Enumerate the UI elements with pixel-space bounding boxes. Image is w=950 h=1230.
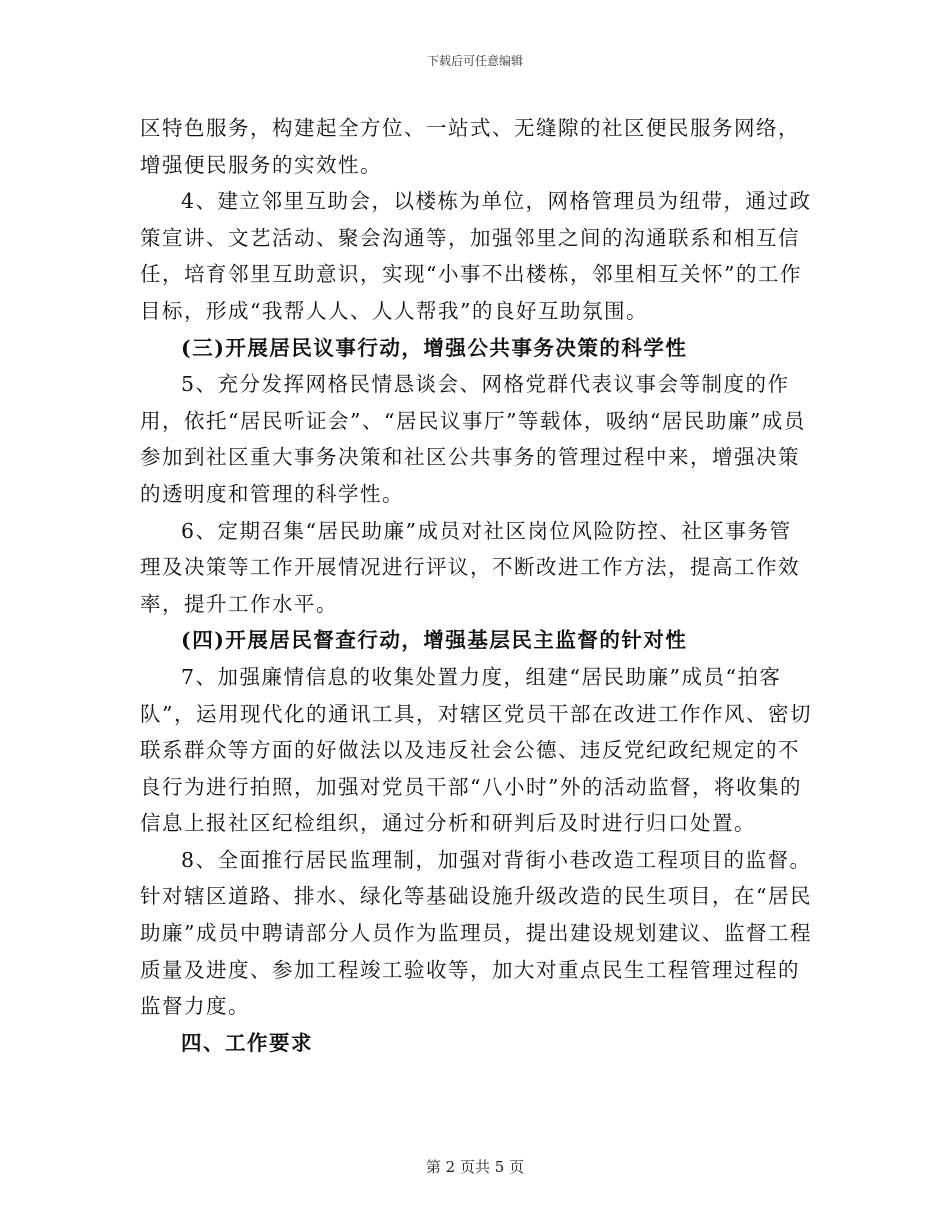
paragraph-item-4: 4、建立邻里互助会，以楼栋为单位，网格管理员为纽带，通过政策宣讲、文艺活动、聚会沟通等，加强邻里之间的沟通联系和相互信任，培育邻里互助意识，实现“小事不出楼栋，邻里相互关怀”的工作目标，形成“我帮人人、人人帮我”的良好互助氛围。 bbox=[140, 189, 812, 323]
page-header: 下载后可任意编辑 bbox=[426, 54, 523, 68]
paragraph-item-5: 5、充分发挥网格民情恳谈会、网格党群代表议事会等制度的作用，依托“居民听证会”、“居民议事厅”等载体，吸纳“居民助廉”成员参加到社区重大事务决策和社区公共事务的管理过程中来，增强决策的透明度和管理的科学性。 bbox=[140, 372, 806, 506]
page-footer: 第 2 页共 5 页 bbox=[425, 1158, 525, 1176]
paragraph-item-8: 8、全面推行居民监理制，加强对背街小巷改造工程项目的监督。针对辖区道路、排水、绿化等基础设施升级改造的民生项目，在“居民助廉”成员中聘请部分人员作为监理员，提出建设规划建议、监督工程质量及进度、参加工程竣工验收等，加大对重点民生工程管理过程的监督力度。 bbox=[140, 847, 812, 1019]
section-heading-3: (三)开展居民议事行动，增强公共事务决策的科学性 bbox=[181, 335, 688, 360]
document-body bbox=[140, 110, 812, 1061]
paragraph-item-6: 6、定期召集“居民助廉”成员对社区岗位风险防控、社区事务管理及决策等工作开展情况进行评议，不断改进工作方法，提高工作效率，提升工作水平。 bbox=[140, 518, 800, 616]
section-heading-work-requirements: 四、工作要求 bbox=[181, 1030, 313, 1055]
paragraph-item-7: 7、加强廉情信息的收集处置力度，组建“居民助廉”成员“拍客队”，运用现代化的通讯工具，对辖区党员干部在改进工作作风、密切联系群众等方面的好做法以及违反社会公德、违反党纪政纪规定的不良行为进行拍照，加强对党员干部“八小时”外的活动监督，将收集的信息上报社区纪检组织，通过分析和研判后及时进行归口处置。 bbox=[140, 664, 812, 836]
paragraph-continuation: 区特色服务，构建起全方位、一站式、无缝隙的社区便民服务网络，增强便民服务的实效性。 bbox=[140, 116, 800, 177]
section-heading-4: (四)开展居民督查行动，增强基层民主监督的针对性 bbox=[181, 628, 688, 653]
